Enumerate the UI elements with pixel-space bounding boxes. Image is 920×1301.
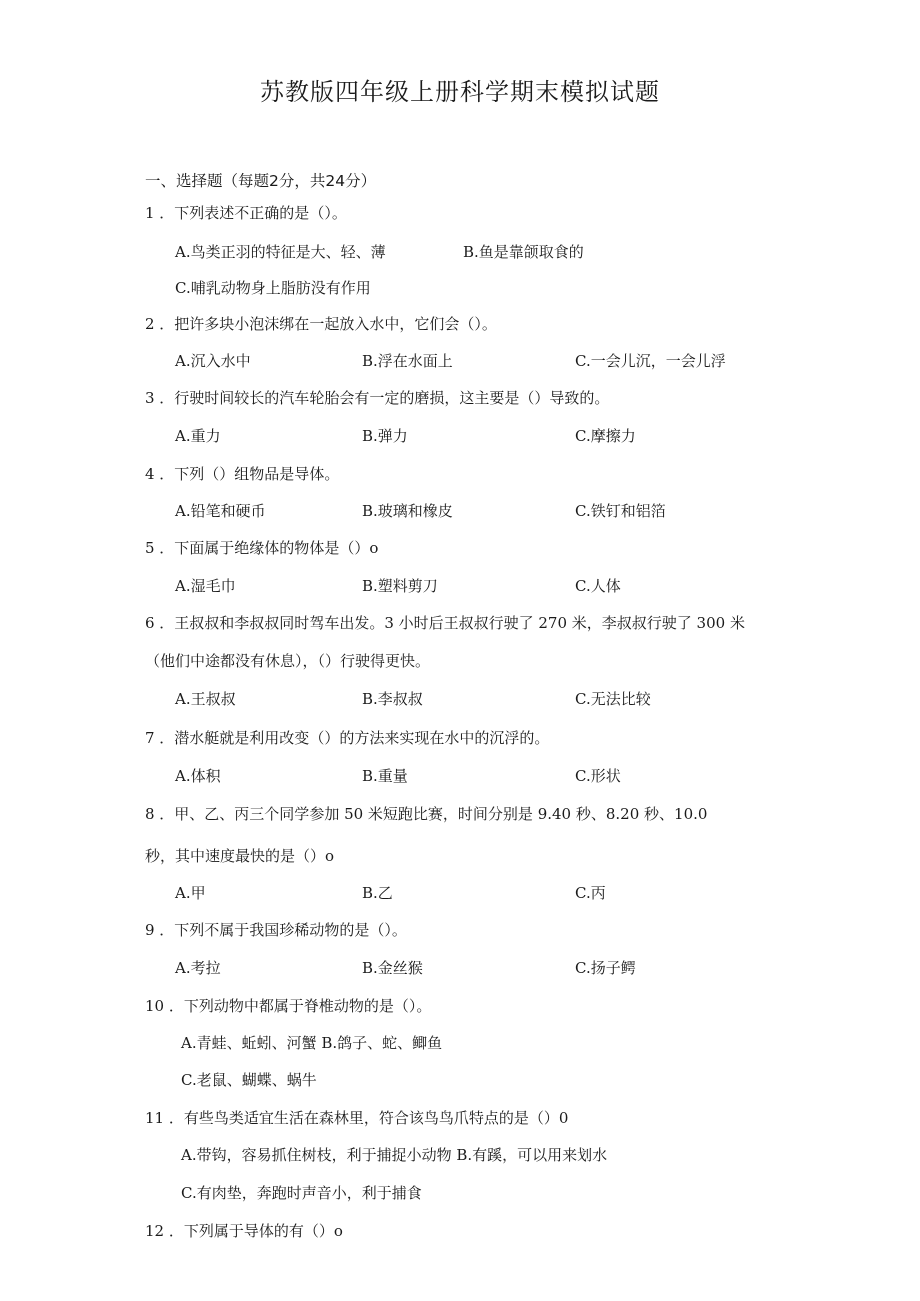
- page-title: 苏教版四年级上册科学期末模拟试题: [260, 78, 660, 106]
- question-5: 5 ．下面属于绝缘体的物体是（）o: [145, 539, 379, 557]
- q2-option-a: A.沉入水中: [175, 352, 251, 370]
- q1-option-a: A.鸟类正羽的特征是大、轻、薄: [175, 243, 386, 261]
- question-4: 4 ．下列（）组物品是导体。: [145, 465, 340, 483]
- q2-option-b: B.浮在水面上: [362, 352, 453, 370]
- q6-option-c: C.无法比较: [575, 690, 651, 708]
- q7-option-b: B.重量: [362, 767, 408, 785]
- q7-option-c: C.形状: [575, 767, 621, 785]
- question-9: 9 ．下列不属于我国珍稀动物的是（）。: [145, 921, 407, 939]
- q3-option-a: A.重力: [175, 427, 221, 445]
- question-11: 11 ．有些鸟类适宜生活在森林里，符合该鸟鸟爪特点的是（）0: [145, 1109, 569, 1127]
- q10-option-c: C.老鼠、蝴蝶、蜗牛: [181, 1071, 317, 1089]
- q3-option-b: B.弹力: [362, 427, 408, 445]
- q3-option-c: C.摩擦力: [575, 427, 636, 445]
- q2-option-c: C.一会儿沉，一会儿浮: [575, 352, 726, 370]
- q4-option-b: B.玻璃和橡皮: [362, 502, 453, 520]
- q11-options-ab: A.带钩，容易抓住树枝，利于捕捉小动物 B.有蹊，可以用来划水: [181, 1146, 608, 1164]
- q7-option-a: A.体积: [175, 767, 221, 785]
- question-6: 6 ．王叔叔和李叔叔同时驾车出发。3 小时后王叔叔行驶了 270 米，李叔叔行驶了 300 米: [145, 614, 745, 632]
- question-12: 12 ．下列属于导体的有（）o: [145, 1222, 343, 1240]
- q6-option-a: A.王叔叔: [175, 690, 236, 708]
- section-heading: 一、选择题（每题2分，共24分）: [145, 172, 377, 190]
- q10-options-ab: A.青蛙、蚯蚓、河蟹 B.鸽子、蛇、鲫鱼: [181, 1034, 443, 1052]
- question-8: 8 ．甲、乙、丙三个同学参加 50 米短跑比赛，时间分别是 9.40 秒、8.20 秒、10.0: [145, 805, 708, 823]
- q4-option-c: C.铁钉和铝箔: [575, 502, 666, 520]
- q9-option-b: B.金丝猴: [362, 959, 423, 977]
- question-6-continued: （他们中途都没有休息），（）行驶得更快。: [145, 652, 431, 670]
- q5-option-b: B.塑料剪刀: [362, 577, 438, 595]
- q9-option-a: A.考拉: [175, 959, 221, 977]
- question-8-continued: 秒，其中速度最快的是（）o: [145, 847, 335, 865]
- q9-option-c: C.扬子鳄: [575, 959, 636, 977]
- q5-option-a: A.湿毛巾: [175, 577, 236, 595]
- q8-option-c: C.丙: [575, 884, 606, 902]
- q8-option-b: B.乙: [362, 884, 393, 902]
- q1-option-c: C.哺乳动物身上脂肪没有作用: [175, 279, 371, 297]
- question-7: 7 ．潜水艇就是利用改变（）的方法来实现在水中的沉浮的。: [145, 729, 550, 747]
- question-1: 1 ．下列表述不正确的是（）。: [145, 204, 347, 222]
- q1-option-b: B.鱼是靠颌取食的: [463, 243, 584, 261]
- q5-option-c: C.人体: [575, 577, 621, 595]
- question-3: 3 ．行驶时间较长的汽车轮胎会有一定的磨损，这主要是（）导致的。: [145, 389, 610, 407]
- question-10: 10 ．下列动物中都属于脊椎动物的是（）。: [145, 997, 432, 1015]
- q4-option-a: A.铅笔和硬币: [175, 502, 266, 520]
- question-2: 2 ．把许多块小泡沫绑在一起放入水中，它们会（）。: [145, 315, 497, 333]
- q11-option-c: C.有肉垫，奔跑时声音小，利于捕食: [181, 1184, 422, 1202]
- q6-option-b: B.李叔叔: [362, 690, 423, 708]
- q8-option-a: A.甲: [175, 884, 206, 902]
